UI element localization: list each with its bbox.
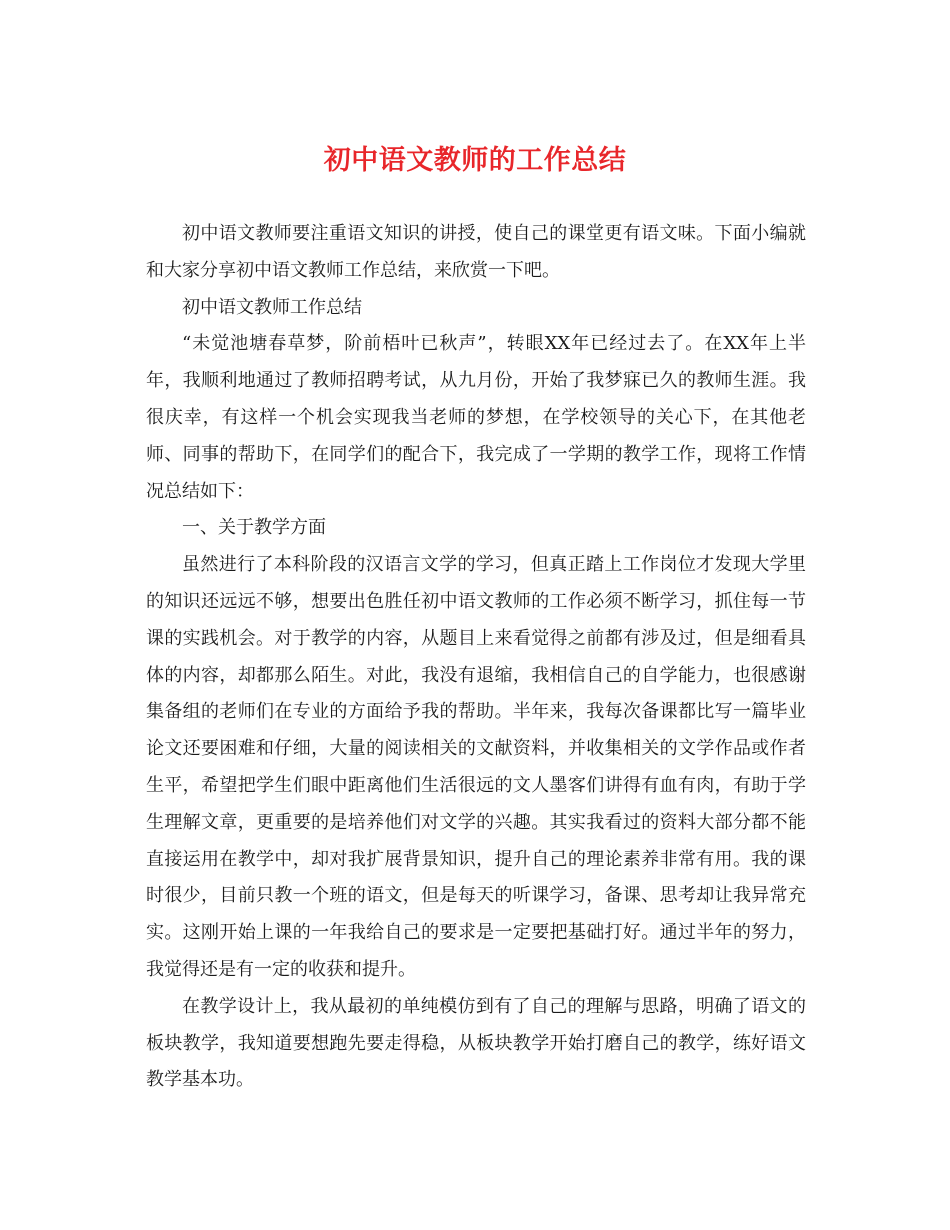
paragraph-opening: “未觉池塘春草梦，阶前梧叶已秋声”，转眼XX年已经过去了。在XX年上半年，我顺利地通过了教师招聘考试，从九月份，开始了我梦寐已久的教师生涯。我很庆幸，有这样一个机会实现我当老师的梦想，在学校领导的关心下，在其他老师、同事的帮助下，在同学们的配合下，我完成了一学期的教学工作，现将工作情况总结如下： (146, 333, 806, 502)
paragraph-intro: 初中语文教师要注重语文知识的讲授，使自己的课堂更有语文味。下面小编就和大家分享初中语文教师工作总结，来欣赏一下吧。 (146, 223, 806, 281)
paragraph-teaching-design: 在教学设计上，我从最初的单纯模仿到有了自己的理解与思路，明确了语文的板块教学，我知道要想跑先要走得稳，从板块教学开始打磨自己的教学，练好语文教学基本功。 (146, 995, 806, 1091)
paragraph-subtitle: 初中语文教师工作总结 (182, 296, 362, 318)
paragraph-teaching-content: 虽然进行了本科阶段的汉语言文学的学习，但真正踏上工作岗位才发现大学里的知识还远远不够，想要出色胜任初中语文教师的工作必须不断学习，抓住每一节课的实践机会。对于教学的内容，从题目上来看觉得之前都有涉及过，但是细看具体的内容，却都那么陌生。对此，我没有退缩，我相信自己的自学能力，也很感谢集备组的老师们在专业的方面给予我的帮助。半年来，我每次备课都比写一篇毕业论文还要困难和仔细，大量的阅读相关的文献资料，并收集相关的文学作品或作者生平，希望把学生们眼中距离他们生活很远的文人墨客们讲得有血有肉，有助于学生理解文章，更重要的是培养他们对文学的兴趣。其实我看过的资料大部分都不能直接运用在教学中，却对我扩展背景知识，提升自己的理论素养非常有用。我的课时很少，目前只教一个班的语文，但是每天的听课学习，备课、思考却让我异常充实。这刚开始上课的一年我给自己的要求是一定要把基础打好。通过半年的努力，我觉得还是有一定的收获和提升。 (146, 554, 806, 980)
document-title: 初中语文教师的工作总结 (323, 145, 627, 176)
section-heading-teaching: 一、关于教学方面 (182, 517, 326, 539)
document-body (146, 216, 806, 1099)
